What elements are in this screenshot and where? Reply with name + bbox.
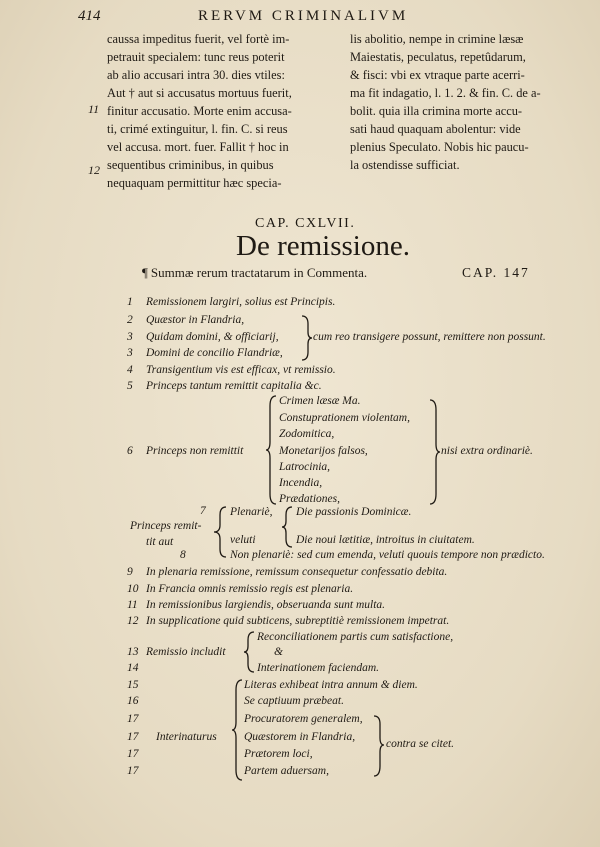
list-item: Constuprationem violentam, bbox=[279, 412, 410, 424]
item-text: Partem aduersam, bbox=[244, 765, 329, 777]
item-text: tit aut bbox=[146, 536, 174, 548]
item-number: 12 bbox=[127, 615, 139, 627]
item-text: Remissio includit bbox=[146, 646, 226, 658]
item-number: 17 bbox=[127, 765, 139, 777]
text-line: petrauit specialem: tunc reus poterit bbox=[107, 50, 285, 64]
right-column bbox=[350, 30, 582, 174]
page-number: 414 bbox=[78, 8, 101, 24]
text-line: & fisci: vbi ex vtraque parte acerri- bbox=[350, 68, 525, 82]
item-text: Quidam domini, & officiarij, bbox=[146, 331, 279, 343]
item-text: Se captiuum præbeat. bbox=[244, 695, 344, 707]
margin-mark: 11 bbox=[88, 102, 100, 116]
item-text: Die noui lætitiæ, introitus in ciuitatem. bbox=[296, 534, 475, 546]
item-number: 8 bbox=[180, 549, 186, 561]
item-number: 13 bbox=[127, 646, 139, 658]
item-number: 16 bbox=[127, 695, 139, 707]
item-text: Princeps non remittit bbox=[146, 445, 244, 457]
list-item: Incendia, bbox=[279, 477, 323, 489]
text-line: plenius Speculato. Nobis hic paucu- bbox=[350, 140, 529, 154]
brace-icon bbox=[214, 505, 228, 559]
item-text: Reconciliationem partis cum satisfactione, bbox=[257, 631, 454, 643]
item-text: Literas exhibeat intra annum & diem. bbox=[244, 679, 418, 691]
left-column bbox=[107, 30, 339, 192]
item-text: cum reo transigere possunt, remittere non possunt. bbox=[313, 331, 546, 343]
item-number: 1 bbox=[127, 296, 133, 308]
chapter-number: CAP. CXLVII. bbox=[255, 216, 356, 231]
item-text: Plenariè, bbox=[230, 506, 273, 518]
item-text: Princeps remit- bbox=[130, 520, 202, 532]
item-number: 9 bbox=[127, 566, 133, 578]
text-line: vel accusa. mort. fuer. Fallit † hoc in bbox=[107, 140, 289, 154]
margin-mark: 12 bbox=[88, 163, 100, 177]
item-text: Princeps tantum remittit capitalia &c. bbox=[146, 380, 322, 392]
brace-icon bbox=[232, 678, 244, 782]
text-line: ti, crimé extinguitur, l. fin. C. si reus bbox=[107, 122, 288, 136]
item-text: Domini de concilio Flandriæ, bbox=[146, 347, 283, 359]
list-item: Zodomitica, bbox=[279, 428, 335, 440]
summary-heading-text: Summæ rerum tractatarum in Commenta. bbox=[150, 265, 368, 280]
brace-icon bbox=[300, 314, 312, 362]
summary-chapter-ref: CAP. 147 bbox=[462, 265, 530, 280]
item-text: In Francia omnis remissio regis est plenaria. bbox=[146, 583, 354, 595]
item-text: Interinaturus bbox=[156, 731, 217, 743]
item-text: Non plenariè: sed cum emenda, veluti quouis tempore non prædicto. bbox=[230, 549, 545, 561]
text-line: Aut † aut si accusatus mortuus fuerit, bbox=[107, 86, 292, 100]
item-number: 3 bbox=[127, 331, 133, 343]
item-text: Prætorem loci, bbox=[244, 748, 313, 760]
item-text: Remissionem largiri, solius est Principis. bbox=[146, 296, 336, 308]
item-number: 11 bbox=[127, 599, 138, 611]
item-text: In plenaria remissione, remissum consequetur confessatio debita. bbox=[146, 566, 448, 578]
text-line: ab alio accusari intra 30. dies vtiles: bbox=[107, 68, 285, 82]
text-line: caussa impeditus fuerit, vel fortè im- bbox=[107, 32, 290, 46]
brace-icon bbox=[372, 714, 384, 778]
item-number: 17 bbox=[127, 713, 139, 725]
running-title: RERVM CRIMINALIVM bbox=[198, 8, 409, 24]
item-number: 14 bbox=[127, 662, 139, 674]
text-line: nequaquam permittitur hæc specia- bbox=[107, 176, 282, 190]
text-line: Maiestatis, peculatus, repetûdarum, bbox=[350, 50, 526, 64]
item-number: 4 bbox=[127, 364, 133, 376]
item-text: nisi extra ordinariè. bbox=[441, 445, 533, 457]
item-text: Quæstor in Flandria, bbox=[146, 314, 245, 326]
item-text: In remissionibus largiendis, obseruanda sunt multa. bbox=[146, 599, 386, 611]
item-number: 17 bbox=[127, 748, 139, 760]
item-text: Die passionis Dominicæ. bbox=[296, 506, 412, 518]
list-item: Latrocinia, bbox=[279, 461, 331, 473]
text-line: lis abolitio, nempe in crimine læsæ bbox=[350, 32, 524, 46]
item-text: In supplicatione quid subticens, subreptitiè remissionem impetrat. bbox=[146, 615, 450, 627]
brace-icon bbox=[244, 630, 256, 674]
item-number: 15 bbox=[127, 679, 139, 691]
text-line: la ostendisse sufficiat. bbox=[350, 158, 460, 172]
item-number: 5 bbox=[127, 380, 133, 392]
summary-heading bbox=[142, 265, 367, 281]
text-line: sati haud quaquam abolentur: vide bbox=[350, 122, 521, 136]
list-item: Prædationes, bbox=[279, 493, 341, 505]
item-text: veluti bbox=[230, 534, 256, 546]
item-text: Procuratorem generalem, bbox=[244, 713, 363, 725]
item-text: contra se citet. bbox=[386, 738, 455, 750]
item-text: & bbox=[274, 646, 283, 658]
pilcrow-icon: ¶ bbox=[142, 265, 148, 280]
brace-icon bbox=[428, 398, 440, 506]
text-line: finitur accusatio. Morte enim accusa- bbox=[107, 104, 292, 118]
item-text: Transigentium vis est efficax, vt remissio. bbox=[146, 364, 336, 376]
chapter-title: De remissione. bbox=[236, 230, 410, 262]
item-number: 3 bbox=[127, 347, 133, 359]
item-number: 17 bbox=[127, 731, 139, 743]
item-number: 6 bbox=[127, 445, 133, 457]
list-item: Monetarijos falsos, bbox=[279, 445, 368, 457]
item-number: 2 bbox=[127, 314, 133, 326]
item-number: 10 bbox=[127, 583, 139, 595]
list-item: Crimen læsæ Ma. bbox=[279, 395, 361, 407]
item-number: 7 bbox=[200, 505, 206, 517]
text-line: sequentibus criminibus, in quibus bbox=[107, 158, 274, 172]
text-line: bolit. quia illa crimina morte accu- bbox=[350, 104, 523, 118]
item-text: Quæstorem in Flandria, bbox=[244, 731, 356, 743]
text-line: ma fit indagatio, l. 1. 2. & fin. C. de a- bbox=[350, 86, 541, 100]
brace-icon bbox=[282, 505, 294, 549]
brace-icon bbox=[266, 394, 278, 506]
item-text: Interinationem faciendam. bbox=[257, 662, 380, 674]
